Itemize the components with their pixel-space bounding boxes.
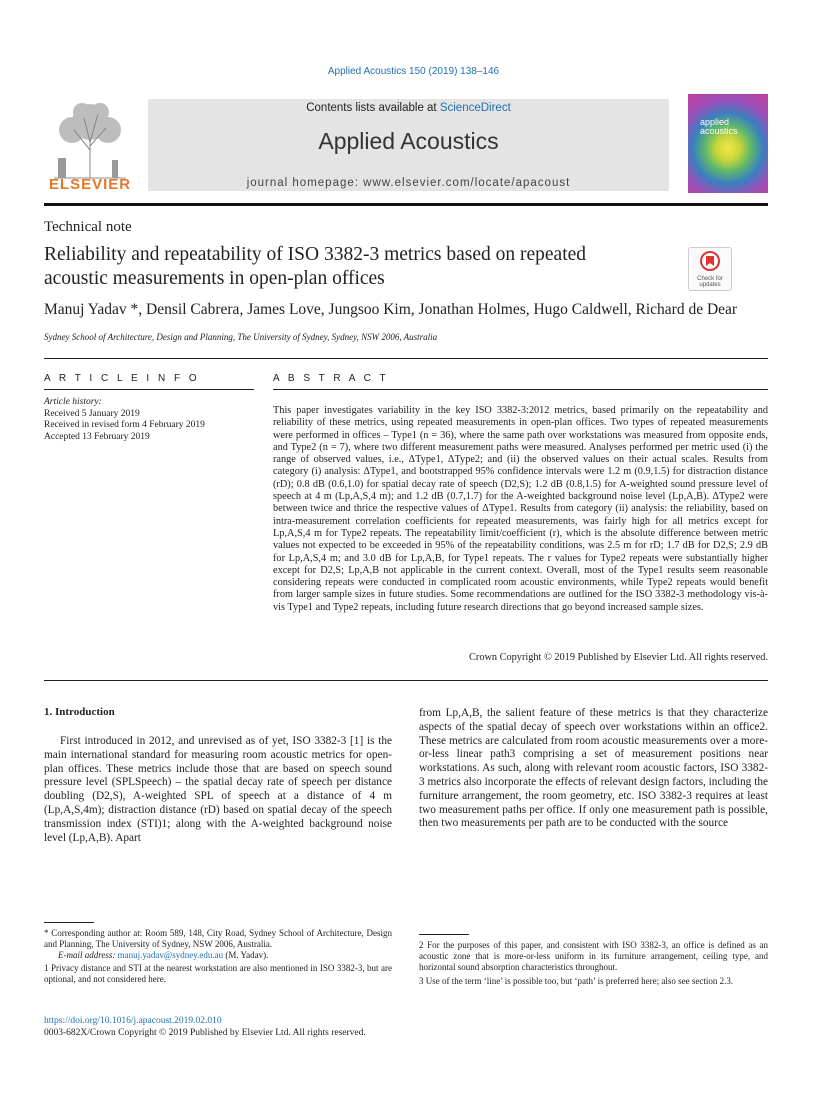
journal-homepage[interactable]: journal homepage: www.elsevier.com/locate/apacoust [246, 177, 571, 189]
check-for-updates-button[interactable] [688, 247, 732, 291]
footnotes-right [419, 940, 768, 987]
email-link[interactable]: manuj.yadav@sydney.edu.au [117, 950, 224, 960]
footnote-rule-left [44, 922, 94, 923]
abstract-text: This paper investigates variability in the key ISO 3382-3:2012 metrics, based primarily on the repeatability and reliability of these metrics, using repeated measurements in open-plan offices. Two types of repeated measurements were performed in offices – Type1 (n = 36), where the same path over workstations was measured from opposite ends, and Type2 (n = 7), where two different measurement paths were measured. Analyses performed per metric used (i) the range of observed values, i.e., ΔType1, ΔType2; and (ii) the observed values on their actual scales. Results from category (i) analysis: ΔType1, and bootstrapped 95% confidence intervals were 1.2 m (0.9,1.5) for distraction distance (rD); 0.8 dB (0.6,1.0) for spatial decay rate of speech (D2,S); 1.2 dB (0.8,1.5) for A-weighted sound pressure level of speech at 4 m (Lp,A,S,4 m); and 1.2 dB (0.7,1.7) for the A-weighted background noise level (Lp,A,B). ΔType2 were between twice and thrice the respective values of ΔType1. Results from category (ii) analysis: the reliability, based on intra-measurement correlation coefficients for repeated measurements, was fairly high for all metrics except for Lp,A,S,4 m for Type2 repeats. The repeatability limit/coefficient (r), which is the absolute difference between metric values not expected to be exceeded in 95% of the repeatability conditions, was 2.5 m for rD; 1.7 dB for D2,S; 2.9 dB for Lp,A,S,4 m; and 3.0 dB for Lp,A,B, for Type1 repeats. The r values for Type2 repeats were substantially higher except for D2,S; Lp,A,B not applicable in the current context. Overall, most of the Type1 results seem reasonable considering repeats were conducted in complicated room acoustic environments, while Type2 repeats would benefit from larger sample sizes in future studies. Some recommendations are outlined for the ISO 3382-3 methodology vis-à-vis Type1 and Type2 repeats, including future research directions that go beyond increased sample sizes. [273, 405, 768, 613]
abstract-rule [273, 389, 768, 390]
check-badge-label: Check for updates [697, 276, 723, 288]
title-divider [44, 358, 768, 359]
abstract-heading: A B S T R A C T [273, 373, 389, 384]
email-label: E-mail address: [58, 950, 118, 960]
article-history [44, 397, 205, 443]
issn-line: 0003-682X/Crown Copyright © 2019 Published by Elsevier Ltd. All rights reserved. [44, 1028, 366, 1038]
history-label: Article history: [44, 397, 102, 407]
cover-title: applied acoustics [700, 117, 738, 136]
accepted-date: Accepted 13 February 2019 [44, 431, 150, 442]
journal-title: Applied Acoustics [318, 128, 499, 154]
footnote-rule-right [419, 934, 469, 935]
journal-cover-thumbnail[interactable] [688, 94, 768, 193]
body-column-right: from Lp,A,B, the salient feature of these metrics is that they characterize aspects of the spatial decay of speech over workstations within an office2. These metrics are calculated from room acoustic measurements over a more-or-less linear path3 comprising a set of measurement positions near workstations. As such, along with relevant room acoustic factors, ISO 3382-3 metrics also incorporate the effects of relevant design factors, including the furniture arrangement, the room geometry, etc. ISO 3382-3 requires at least two measurement paths per office. If only one measurement path is possible, then two measurements per path are to be conducted with the source [419, 707, 768, 830]
body-column-left: First introduced in 2012, and unrevised as of yet, ISO 3382-3 [1] is the main international standard for measuring room acoustic metrics for open-plan offices. These metrics include those that are based on speech sound pressure level (SPLSpeech) – the spatial decay rate of speech per distance doubling (D2,S), A-weighted SPL of speech at a distance of 4 m (Lp,A,S,4m); distraction distance (rD) based on spatial decay of the speech transmission index (STI)1; along with the A-weighted background noise level (Lp,A,B). Apart [44, 735, 392, 844]
footnotes-left [44, 928, 392, 985]
corresponding-author-note: * Corresponding author at: Room 589, 148, City Road, Sydney School of Architecture, Design and Planning, The University of Sydney, NSW 2006, Australia. [44, 928, 392, 949]
email-suffix: (M. Yadav). [223, 950, 269, 960]
bookmark-icon [700, 251, 720, 271]
article-info-rule [44, 389, 254, 390]
article-type: Technical note [44, 219, 132, 235]
doi-link[interactable]: https://doi.org/10.1016/j.apacoust.2019.02.010 [44, 1016, 222, 1026]
contents-line [148, 102, 669, 114]
article-info-heading: A R T I C L E I N F O [44, 373, 200, 384]
journal-reference[interactable]: Applied Acoustics 150 (2019) 138–146 [327, 66, 500, 77]
paper-title-line2: acoustic measurements in open-plan offices [44, 268, 385, 289]
header-divider [44, 203, 768, 206]
revised-date: Received in revised form 4 February 2019 [44, 420, 205, 430]
elsevier-tree-logo [44, 100, 136, 180]
paper-title-line1: Reliability and repeatability of ISO 3382-3 metrics based on repeated [44, 244, 587, 265]
abstract-divider [44, 680, 768, 681]
received-date: Received 5 January 2019 [44, 408, 140, 419]
section-heading-introduction: 1. Introduction [44, 706, 115, 718]
abstract-copyright: Crown Copyright © 2019 Published by Elsevier Ltd. All rights reserved. [469, 652, 768, 663]
footnote-3: 3 Use of the term ‘line’ is possible too, but ‘path’ is preferred here; also see section 2.3. [419, 976, 734, 986]
footnote-2: 2 For the purposes of this paper, and consistent with ISO 3382-3, an office is defined as an acoustic zone that is more-or-less uniform in its furniture arrangement, ceiling type, and horizontal sound absorption characteristics throughout. [419, 940, 768, 972]
elsevier-wordmark: ELSEVIER [48, 176, 132, 193]
sciencedirect-link[interactable]: ScienceDirect [439, 102, 511, 114]
page-footer [44, 1015, 366, 1039]
paper-title [44, 243, 674, 291]
footnote-1: 1 Privacy distance and STI at the nearest workstation are also mentioned in ISO 3382-3, but are optional, and not considered here. [44, 963, 392, 984]
contents-prefix: Contents lists available at [306, 102, 440, 114]
affiliation: Sydney School of Architecture, Design and Planning, The University of Sydney, Sydney, NSW 2006, Australia [44, 332, 438, 342]
email-note [44, 950, 392, 961]
author-list: Manuj Yadav *, Densil Cabrera, James Love, Jungsoo Kim, Jonathan Holmes, Hugo Caldwell, Richard de Dear [44, 301, 738, 318]
